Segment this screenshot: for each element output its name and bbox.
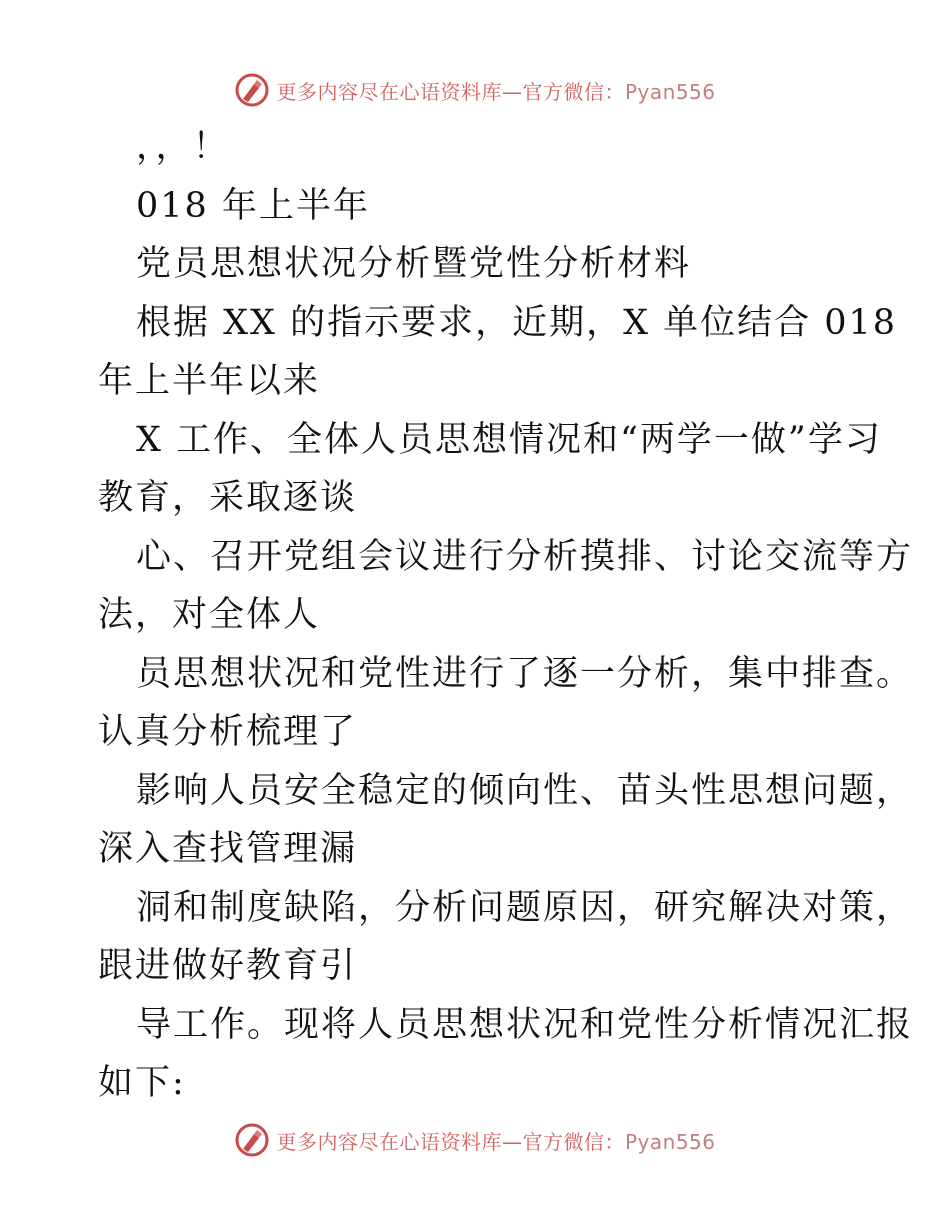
pen-logo-icon bbox=[234, 1122, 270, 1158]
watermark-text: 更多内容尽在心语资料库—官方微信：Pyan556 bbox=[276, 79, 716, 104]
text-line: 教育，采取逐谈 bbox=[98, 478, 358, 518]
watermark-wechat-id: Pyan556 bbox=[624, 1129, 716, 1154]
text-line: 跟进做好教育引 bbox=[98, 946, 358, 986]
text-line: ，，！ bbox=[136, 127, 230, 167]
text-line: 根据 XX 的指示要求，近期，X 单位结合 018 bbox=[136, 302, 898, 343]
pen-logo-icon bbox=[234, 72, 270, 108]
document-body bbox=[98, 118, 914, 1113]
watermark-text: 更多内容尽在心语资料库—官方微信：Pyan556 bbox=[276, 1129, 716, 1154]
text-line: 年上半年以来 bbox=[98, 361, 321, 401]
text-line: 导工作。现将人员思想状况和党性分析情况汇报 bbox=[136, 1004, 914, 1045]
text-line: X 工作、全体人员思想情况和“两学一做”学习 bbox=[136, 419, 882, 460]
text-line: 018 年上半年 bbox=[136, 185, 370, 226]
text-line: 如下: bbox=[98, 1063, 186, 1103]
text-line: 党员思想状况分析暨党性分析材料 bbox=[136, 244, 692, 284]
watermark-footer bbox=[0, 1120, 950, 1160]
watermark-header bbox=[0, 70, 950, 110]
text-line: 员思想状况和党性进行了逐一分析，集中排查。 bbox=[136, 653, 914, 694]
text-line: 影响人员安全稳定的倾向性、苗头性思想问题， bbox=[136, 770, 914, 811]
watermark-wechat-id: Pyan556 bbox=[624, 79, 716, 104]
text-line: 深入查找管理漏 bbox=[98, 829, 358, 869]
text-line: 心、召开党组会议进行分析摸排、讨论交流等方 bbox=[136, 536, 914, 577]
text-line: 洞和制度缺陷，分析问题原因，研究解决对策， bbox=[136, 887, 914, 928]
text-line: 法，对全体人 bbox=[98, 595, 321, 635]
text-line: 认真分析梳理了 bbox=[98, 712, 358, 752]
